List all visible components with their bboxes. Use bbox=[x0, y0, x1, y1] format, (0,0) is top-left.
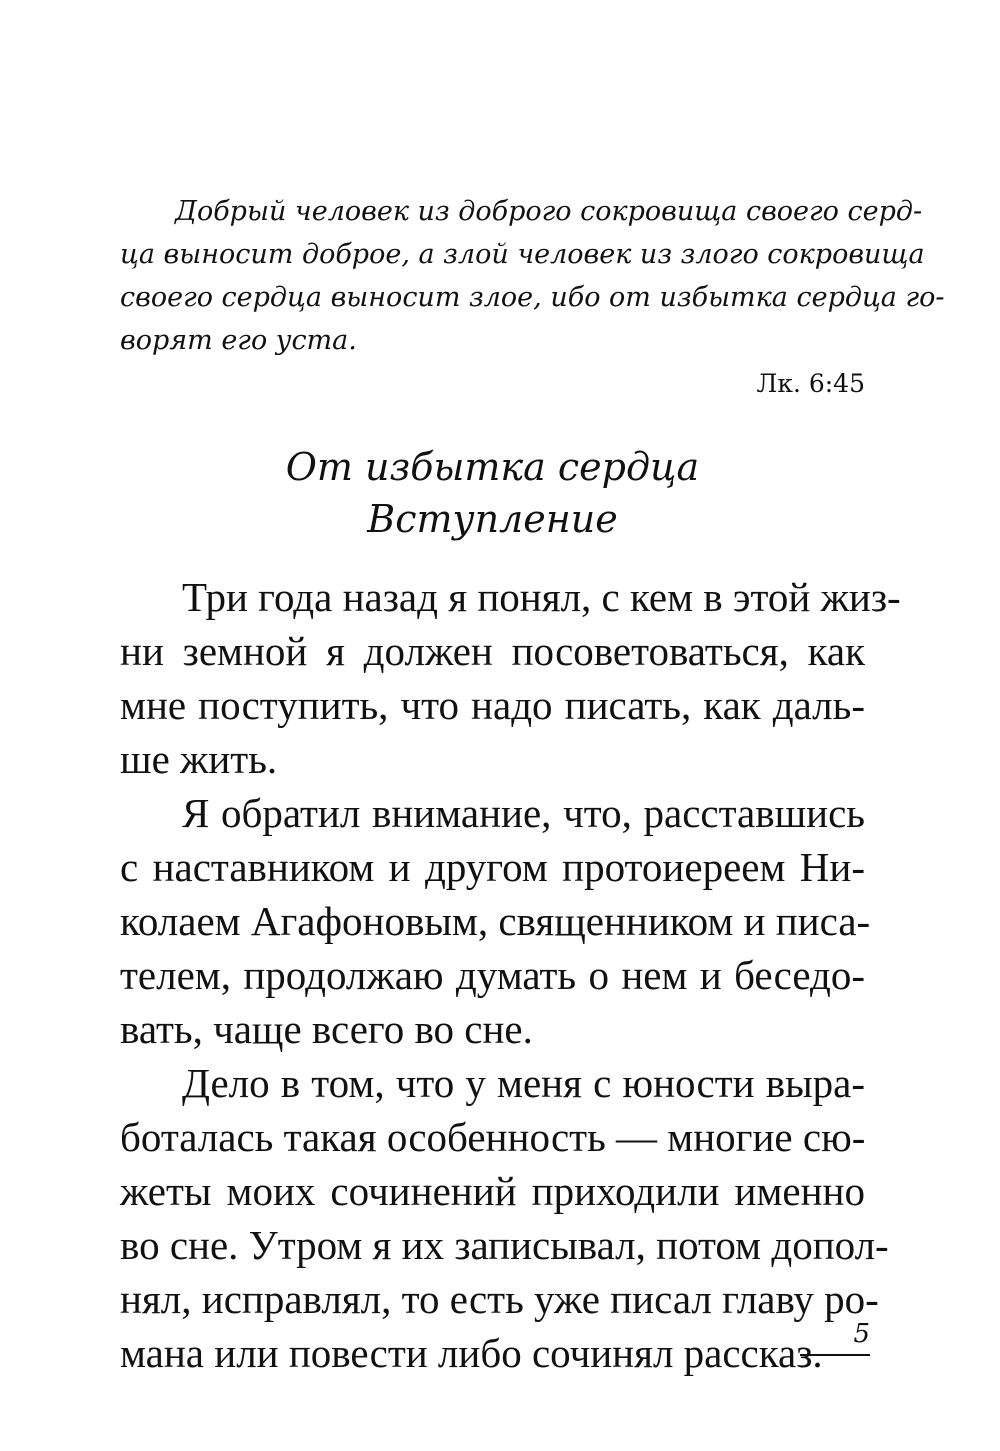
text-line: Три года назад я понял, с кем в этой жиз- bbox=[182, 574, 901, 620]
chapter-subtitle: Вступление bbox=[367, 497, 618, 541]
epigraph-line: Добрый человек из доброго сокровища своего серд- bbox=[175, 196, 923, 227]
text-line: нял, исправлял, то есть уже писал главу ро- bbox=[120, 1276, 879, 1322]
text-line: жеты моих сочинений приходили именно bbox=[120, 1168, 865, 1214]
text-line: ше жить. bbox=[120, 736, 278, 782]
text-line: Дело в том, что у меня с юности выра- bbox=[182, 1060, 865, 1106]
page-number-rule bbox=[800, 1354, 870, 1356]
epigraph-line: ворят его уста. bbox=[120, 325, 357, 356]
text-line: с наставником и другом протоиереем Ни- bbox=[120, 844, 865, 890]
text-line: ни земной я должен посоветоваться, как bbox=[120, 628, 865, 674]
epigraph-line: своего сердца выносит злое, ибо от избытка сердца го- bbox=[120, 282, 945, 313]
epigraph bbox=[120, 190, 945, 402]
text-line: телем, продолжаю думать о нем и беседо- bbox=[120, 952, 865, 998]
body-text bbox=[120, 570, 901, 1380]
text-line: Я обратил внимание, что, расставшись bbox=[182, 790, 865, 836]
text-line: во сне. Утром я их записывал, потом допол- bbox=[120, 1222, 889, 1268]
text-line: мне поступить, что надо писать, как даль- bbox=[120, 682, 865, 728]
text-line: мана или повести либо сочинял рассказ. bbox=[120, 1330, 823, 1376]
text-line: боталась такая особенность — многие сю- bbox=[120, 1114, 866, 1160]
chapter-title: От избытка сердца bbox=[285, 445, 700, 489]
text-line: вать, чаще всего во сне. bbox=[120, 1006, 533, 1052]
text-line: колаем Агафоновым, священником и писа- bbox=[120, 898, 871, 944]
epigraph-line: ца выносит доброе, а злой человек из злого сокровища bbox=[120, 239, 925, 270]
page-number: 5 bbox=[853, 1319, 870, 1349]
epigraph-source: Лк. 6:45 bbox=[756, 369, 865, 398]
